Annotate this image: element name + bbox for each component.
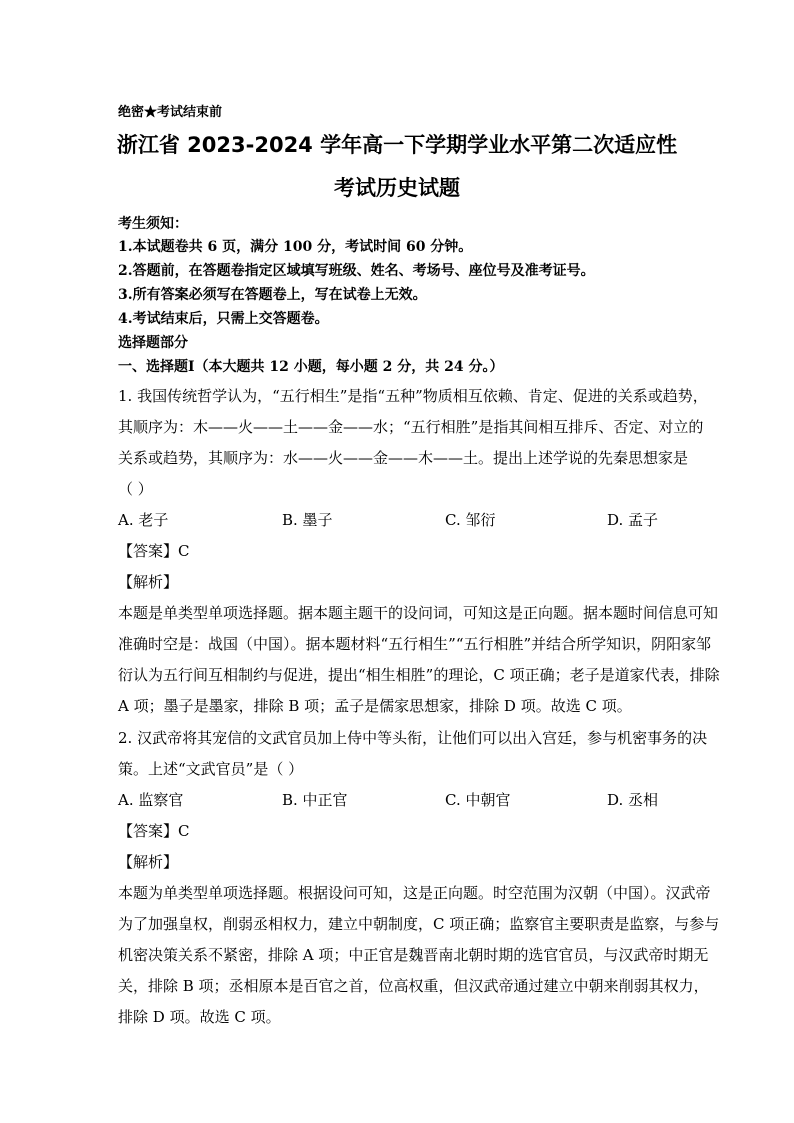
q1-analysis-line-3: 衍认为五行间互相制约与促进，提出“相生相胜”的理论，C 项正确；老子是道家代表，排除 [118,666,720,684]
exam-title-line-1: 浙江省 2023-2024 学年高一下学期学业水平第二次适应性 [116,133,678,157]
q1-analysis-label: 【解析】 [118,573,179,591]
q1-stem-line-1: 1. 我国传统哲学认为，“五行相生”是指“五种”物质相互依赖、肯定、促进的关系或趋势， [118,387,708,405]
q2-analysis-line-3: 机密决策关系不紧密，排除 A 项；中正官是魏晋南北朝时期的选官官员，与汉武帝时期无 [118,946,709,964]
notice-item-3: 3.所有答案必须写在答题卷上，写在试卷上无效。 [118,287,427,303]
confidential-label: 绝密★考试结束前 [118,105,223,120]
q1-option-c[interactable]: C. 邹衍 [445,511,496,529]
q2-analysis-line-2: 为了加强皇权，削弱丞相权力，建立中朝制度，C 项正确；监察官主要职责是监察，与参与 [118,915,720,933]
q2-option-a[interactable]: A. 监察官 [118,791,184,809]
section-heading: 一、选择题Ⅰ（本大题共 12 小题，每小题 2 分，共 24 分。） [118,359,504,375]
q2-stem-line-2: 策。上述“文武官员”是（ ） [118,760,304,778]
q2-analysis-line-1: 本题为单类型单项选择题。根据设问可知，这是正向题。时空范围为汉朝（中国）。汉武帝 [118,884,711,902]
q1-analysis-line-4: A 项；墨子是墨家，排除 B 项；孟子是儒家思想家，排除 D 项。故选 C 项。 [118,697,632,715]
q2-analysis-label: 【解析】 [118,853,179,871]
q1-analysis-line-2: 准确时空是：战国（中国）。据本题材料“五行相生”“五行相胜”并结合所学知识，阴阳家邹 [118,635,712,653]
notice-heading: 考生须知： [118,216,188,232]
notice-item-4: 4.考试结束后，只需上交答题卷。 [118,311,329,327]
q1-analysis-line-1: 本题是单类型单项选择题。据本题主题干的设问词，可知这是正向题。据本题时间信息可知 [118,604,719,622]
q1-stem-line-4: （ ） [118,480,153,498]
q2-stem-line-1: 2. 汉武帝将其宠信的文武官员加上侍中等头衔，让他们可以出入宫廷，参与机密事务的决 [118,729,708,747]
q2-analysis-line-5: 排除 D 项。故选 C 项。 [118,1008,281,1026]
section-part-label: 选择题部分 [118,335,188,351]
q1-option-a[interactable]: A. 老子 [118,511,169,529]
notice-item-2: 2.答题前，在答题卷指定区域填写班级、姓名、考场号、座位号及准考证号。 [118,263,595,279]
exam-title-line-2: 考试历史试题 [334,176,460,200]
q2-option-d[interactable]: D. 丞相 [607,791,659,809]
q1-answer: 【答案】C [118,542,190,560]
q2-answer: 【答案】C [118,822,190,840]
q2-analysis-line-4: 关，排除 B 项；丞相原本是百官之首，位高权重，但汉武帝通过建立中朝来削弱其权力， [118,977,709,995]
q1-option-d[interactable]: D. 孟子 [607,511,659,529]
q2-option-c[interactable]: C. 中朝官 [445,791,511,809]
notice-item-1: 1.本试题卷共 6 页，满分 100 分，考试时间 60 分钟。 [118,239,473,255]
q1-stem-line-3: 关系或趋势，其顺序为：水——火——金——木——土。提出上述学说的先秦思想家是 [118,449,689,467]
q2-option-b[interactable]: B. 中正官 [282,791,348,809]
q1-stem-line-2: 其顺序为：木——火——土——金——水；“五行相胜”是指其间相互排斥、否定、对立的 [118,418,704,436]
q1-option-b[interactable]: B. 墨子 [282,511,333,529]
